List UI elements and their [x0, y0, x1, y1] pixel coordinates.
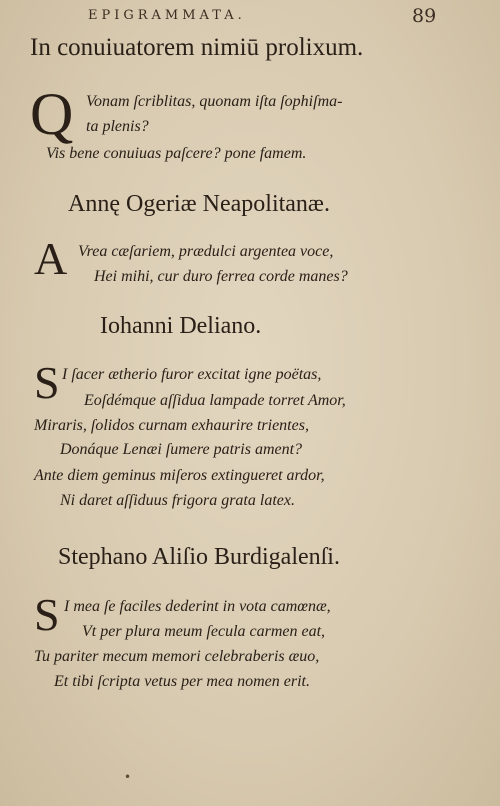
verse-line: Miraris, ſolidos curnam exhaurire trientes, [34, 417, 309, 434]
verse-line: Ante diem geminus miſeros extingueret ardor, [34, 467, 325, 484]
verse-line: Ni daret aſſiduus frigora grata latex. [60, 492, 295, 509]
verse-line: I mea ſe faciles dederint in vota camœnæ, [64, 598, 331, 615]
drop-cap: S [34, 357, 60, 408]
running-head: EPIGRAMMATA. [88, 8, 246, 23]
poem-title: Iohanni Deliano. [100, 313, 262, 339]
verse-line: Donáque Lenæi ſumere patris ament? [60, 441, 303, 458]
poem-title: In conuiuatorem nimiū prolixum. [30, 34, 364, 61]
ornament: • [124, 770, 132, 784]
drop-cap: S [34, 589, 60, 640]
verse-line: Vonam ſcriblitas, quonam iſta ſophiſma- [86, 93, 343, 110]
verse-line: Vt per plura meum ſecula carmen eat, [82, 623, 326, 640]
verse-line: Et tibi ſcripta vetus per mea nomen erit. [54, 673, 310, 690]
verse-line: Eoſdémque aſſidua lampade torret Amor, [84, 392, 346, 409]
verse-line: Vrea cæſariem, prædulci argentea voce, [78, 243, 334, 260]
page-number: 89 [412, 5, 437, 27]
drop-cap: A [34, 233, 68, 284]
verse-line: ta plenis? [86, 118, 149, 135]
verse-line: Hei mihi, cur duro ferrea corde manes? [94, 268, 348, 285]
verse-line: Tu pariter mecum memori celebraberis æuo, [34, 648, 320, 665]
poem-title: Annę Ogeriæ Neapolitanæ. [68, 191, 330, 217]
drop-cap: Q [30, 81, 74, 147]
verse-line: I ſacer ætherio furor excitat igne poëtas, [62, 366, 322, 383]
poem-title: Stephano Aliſio Burdigalenſi. [58, 544, 340, 570]
verse-line: Vis bene conuiuas paſcere? pone famem. [46, 145, 307, 162]
